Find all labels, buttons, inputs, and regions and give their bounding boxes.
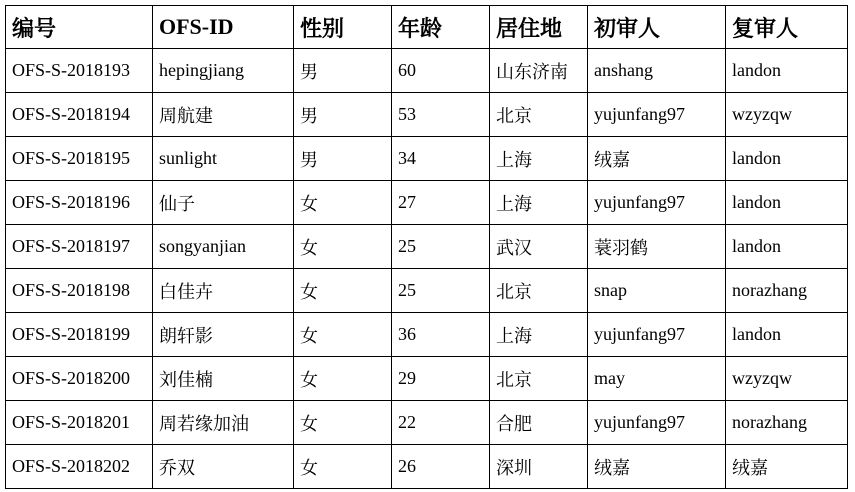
cell-id: OFS-S-2018202 [6, 445, 153, 489]
table-row [6, 313, 848, 357]
cell-second-reviewer: 绒嘉 [726, 445, 848, 489]
cell-first-reviewer: yujunfang97 [588, 401, 726, 445]
cell-second-reviewer: landon [726, 181, 848, 225]
cell-id: OFS-S-2018199 [6, 313, 153, 357]
table-row [6, 445, 848, 489]
cell-second-reviewer: wzyzqw [726, 357, 848, 401]
cell-residence: 山东济南 [490, 49, 588, 93]
cell-gender: 女 [294, 401, 392, 445]
cell-id: OFS-S-2018200 [6, 357, 153, 401]
cell-second-reviewer: norazhang [726, 269, 848, 313]
table-body [6, 49, 848, 489]
cell-ofs-id: 刘佳楠 [153, 357, 294, 401]
cell-first-reviewer: yujunfang97 [588, 313, 726, 357]
header-residence: 居住地 [490, 6, 588, 49]
cell-ofs-id: 周若缘加油 [153, 401, 294, 445]
cell-residence: 合肥 [490, 401, 588, 445]
header-second-reviewer: 复审人 [726, 6, 848, 49]
cell-second-reviewer: landon [726, 313, 848, 357]
table-row [6, 181, 848, 225]
cell-id: OFS-S-2018196 [6, 181, 153, 225]
cell-gender: 男 [294, 137, 392, 181]
cell-ofs-id: songyanjian [153, 225, 294, 269]
cell-age: 25 [392, 225, 490, 269]
cell-ofs-id: 周航建 [153, 93, 294, 137]
cell-second-reviewer: norazhang [726, 401, 848, 445]
cell-second-reviewer: landon [726, 137, 848, 181]
data-table [5, 5, 848, 489]
cell-ofs-id: 朗轩影 [153, 313, 294, 357]
cell-residence: 上海 [490, 181, 588, 225]
cell-age: 60 [392, 49, 490, 93]
cell-age: 27 [392, 181, 490, 225]
cell-residence: 上海 [490, 313, 588, 357]
cell-age: 34 [392, 137, 490, 181]
cell-gender: 女 [294, 269, 392, 313]
cell-id: OFS-S-2018197 [6, 225, 153, 269]
table-row [6, 269, 848, 313]
table-row [6, 93, 848, 137]
cell-ofs-id: hepingjiang [153, 49, 294, 93]
cell-second-reviewer: landon [726, 49, 848, 93]
cell-second-reviewer: landon [726, 225, 848, 269]
header-age: 年龄 [392, 6, 490, 49]
cell-residence: 深圳 [490, 445, 588, 489]
cell-age: 53 [392, 93, 490, 137]
cell-gender: 男 [294, 93, 392, 137]
cell-id: OFS-S-2018198 [6, 269, 153, 313]
cell-ofs-id: 白佳卉 [153, 269, 294, 313]
table-row [6, 137, 848, 181]
cell-id: OFS-S-2018195 [6, 137, 153, 181]
table-row [6, 49, 848, 93]
cell-residence: 武汉 [490, 225, 588, 269]
cell-second-reviewer: wzyzqw [726, 93, 848, 137]
cell-first-reviewer: 绒嘉 [588, 137, 726, 181]
header-first-reviewer: 初审人 [588, 6, 726, 49]
cell-residence: 北京 [490, 357, 588, 401]
cell-id: OFS-S-2018201 [6, 401, 153, 445]
cell-age: 36 [392, 313, 490, 357]
header-ofs-id: OFS-ID [153, 6, 294, 49]
cell-ofs-id: sunlight [153, 137, 294, 181]
header-gender: 性别 [294, 6, 392, 49]
cell-gender: 女 [294, 181, 392, 225]
cell-age: 22 [392, 401, 490, 445]
cell-age: 25 [392, 269, 490, 313]
cell-first-reviewer: yujunfang97 [588, 93, 726, 137]
cell-gender: 女 [294, 357, 392, 401]
cell-ofs-id: 乔双 [153, 445, 294, 489]
cell-first-reviewer: anshang [588, 49, 726, 93]
cell-gender: 女 [294, 445, 392, 489]
cell-age: 26 [392, 445, 490, 489]
header-row [6, 6, 848, 49]
cell-id: OFS-S-2018194 [6, 93, 153, 137]
cell-first-reviewer: 蓑羽鹤 [588, 225, 726, 269]
cell-first-reviewer: yujunfang97 [588, 181, 726, 225]
table-header [6, 6, 848, 49]
header-id: 编号 [6, 6, 153, 49]
table-row [6, 401, 848, 445]
cell-first-reviewer: snap [588, 269, 726, 313]
cell-residence: 上海 [490, 137, 588, 181]
cell-age: 29 [392, 357, 490, 401]
table-row [6, 357, 848, 401]
cell-ofs-id: 仙子 [153, 181, 294, 225]
cell-gender: 女 [294, 225, 392, 269]
cell-id: OFS-S-2018193 [6, 49, 153, 93]
table-row [6, 225, 848, 269]
cell-residence: 北京 [490, 269, 588, 313]
cell-gender: 男 [294, 49, 392, 93]
cell-first-reviewer: 绒嘉 [588, 445, 726, 489]
cell-first-reviewer: may [588, 357, 726, 401]
cell-gender: 女 [294, 313, 392, 357]
cell-residence: 北京 [490, 93, 588, 137]
